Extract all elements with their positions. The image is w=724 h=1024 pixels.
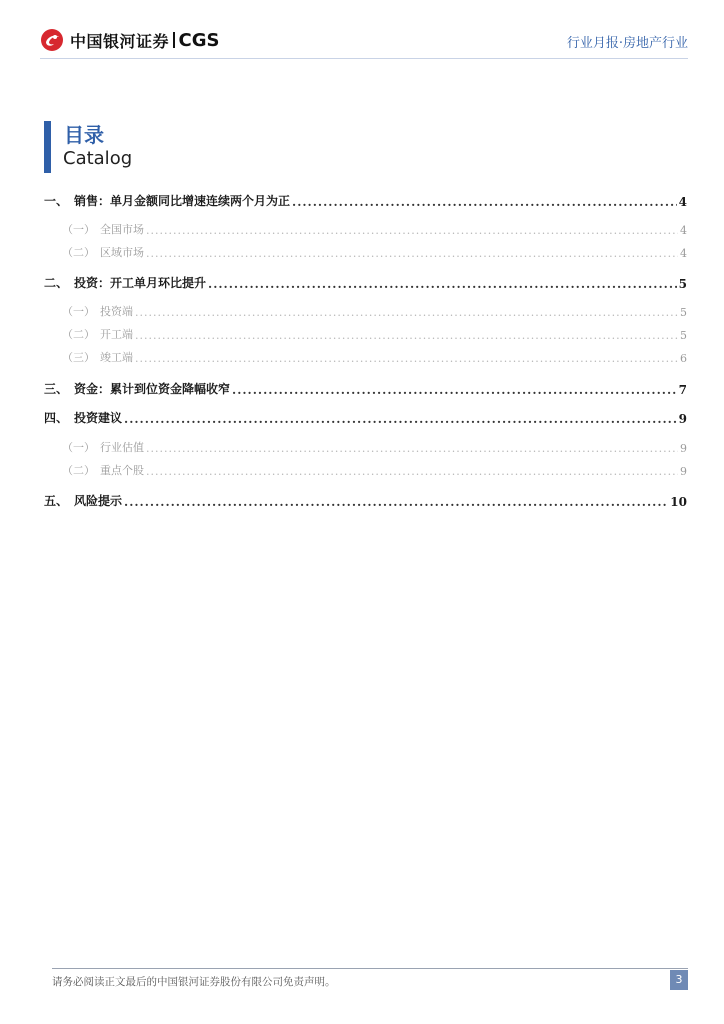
toc-title: 销售：单月金额同比增速连续两个月为正 [74, 194, 291, 208]
toc-number: （一） [62, 305, 95, 318]
toc-title: 投资：开工单月环比提升 [74, 276, 207, 290]
toc-page: 10 [670, 495, 687, 509]
toc-leader [135, 352, 678, 365]
logo-chinese-name: 中国银河证券 [70, 31, 170, 51]
toc-title: 投资端 [100, 305, 133, 318]
toc-title: 资金：累计到位资金降幅收窄 [74, 382, 231, 396]
toc-title: 开工端 [100, 328, 133, 341]
toc-number: 三、 [44, 382, 69, 396]
toc-number: （二） [62, 464, 95, 477]
toc-leader [146, 465, 678, 478]
catalog-title: 目录 [64, 123, 104, 147]
toc-number: 五、 [44, 494, 69, 508]
galaxy-logo-icon [40, 28, 64, 52]
toc-page: 5 [678, 277, 687, 291]
toc-leader [135, 306, 678, 319]
toc-page: 4 [680, 247, 687, 260]
toc-entry[interactable] [44, 221, 687, 237]
page-number: 3 [670, 970, 688, 990]
page-header [40, 26, 688, 58]
toc-leader [292, 195, 677, 209]
toc-leader [146, 224, 678, 237]
toc-entry[interactable] [44, 492, 687, 509]
toc-entry[interactable] [44, 462, 687, 478]
toc-leader [124, 495, 668, 509]
toc-page: 9 [680, 465, 687, 478]
toc-number: （一） [62, 441, 95, 454]
toc-page: 5 [680, 306, 687, 319]
toc-entry[interactable] [44, 439, 687, 455]
report-type-label: 行业月报·房地产行业 [566, 36, 688, 51]
catalog-accent-bar [44, 121, 51, 173]
toc-entry[interactable] [44, 349, 687, 365]
company-logo [40, 28, 219, 52]
toc-leader [146, 247, 678, 260]
toc-number: （一） [62, 223, 95, 236]
toc-entry[interactable] [44, 326, 687, 342]
toc-page: 5 [680, 329, 687, 342]
toc-page: 4 [680, 224, 687, 237]
toc-leader [232, 383, 677, 397]
toc-entry[interactable] [44, 274, 687, 291]
toc-title: 竣工端 [100, 351, 133, 364]
toc-entry[interactable] [44, 380, 687, 397]
toc-page: 7 [678, 383, 687, 397]
toc-leader [208, 277, 677, 291]
toc-page: 6 [680, 352, 687, 365]
toc-entry[interactable] [44, 244, 687, 260]
toc-number: （二） [62, 246, 95, 259]
toc-page: 9 [680, 442, 687, 455]
toc-number: （三） [62, 351, 95, 364]
catalog-subtitle: Catalog [63, 148, 133, 169]
toc-title: 重点个股 [100, 464, 144, 477]
toc-title: 行业估值 [100, 441, 144, 454]
toc-entry[interactable] [44, 409, 687, 426]
footer-disclaimer: 请务必阅读正文最后的中国银河证券股份有限公司免责声明。 [52, 976, 336, 988]
toc-page: 9 [678, 412, 687, 426]
toc-leader [146, 442, 678, 455]
toc-title: 区域市场 [100, 246, 144, 259]
toc-number: 二、 [44, 276, 69, 290]
toc-number: （二） [62, 328, 95, 341]
toc-title: 风险提示 [74, 494, 123, 508]
toc-title: 投资建议 [74, 411, 123, 425]
footer-divider [52, 968, 688, 969]
logo-english-name: CGS [178, 29, 220, 51]
toc-number: 一、 [44, 194, 69, 208]
toc-leader [135, 329, 678, 342]
toc-number: 四、 [44, 411, 69, 425]
toc-entry[interactable] [44, 192, 687, 209]
toc-leader [124, 412, 677, 426]
header-divider [40, 58, 688, 59]
toc-page: 4 [678, 195, 687, 209]
logo-separator [173, 32, 175, 48]
toc-entry[interactable] [44, 303, 687, 319]
toc-title: 全国市场 [100, 223, 144, 236]
